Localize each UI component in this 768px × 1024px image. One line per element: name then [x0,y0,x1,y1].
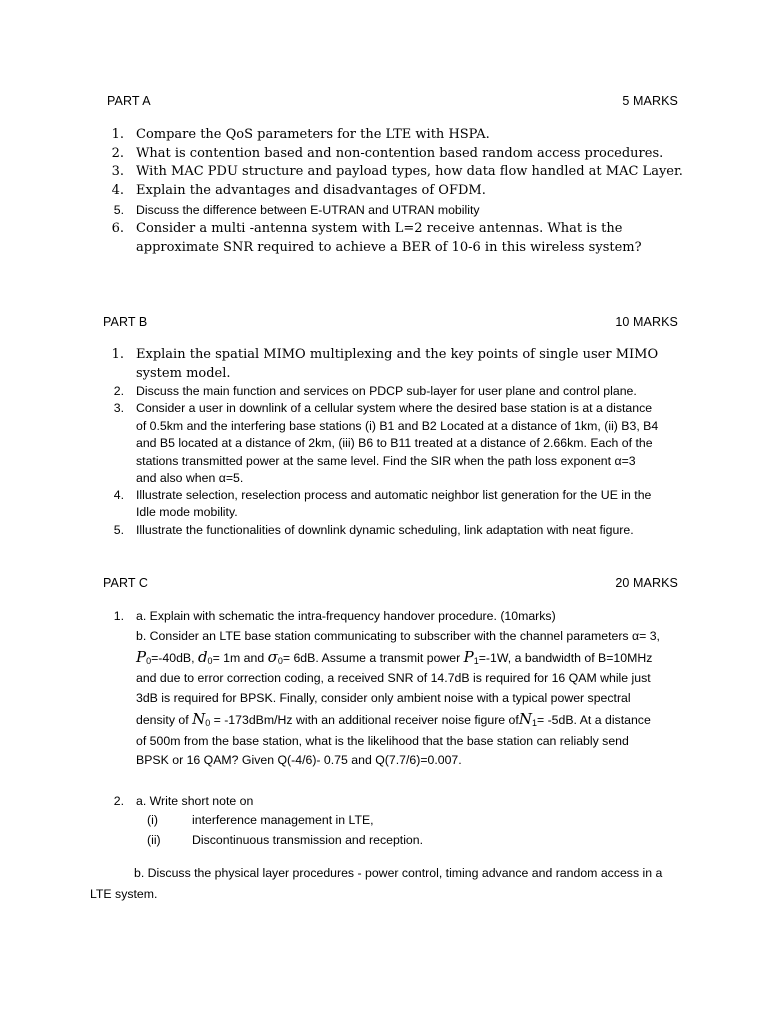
formula-text: = 1m and [212,651,268,665]
sub-item-number: (ii) [147,833,161,847]
question-text: Explain the spatial MIMO multiplexing and the key points of single user MIMO [136,347,659,362]
part-b-title: PART B [103,315,148,329]
symbol-n0: N [192,710,206,728]
sub-item-text: interference management in LTE, [192,813,374,827]
formula-text: = 6dB. Assume a transmit power [282,651,464,665]
question-number: 4. [111,183,124,198]
question-text: a. Explain with schematic the intra-frequency handover procedure. (10marks) [136,609,556,623]
question-number: 2. [111,146,124,161]
question-text: stations transmitted power at the same level. Find the SIR when the path loss exponent α=3 [136,454,636,468]
question-text: system model. [136,366,231,381]
question-number: 3. [111,164,124,179]
question-text: and due to error correction coding, a received SNR of 14.7dB is required for 16 QAM while just [136,671,651,685]
question-text: Illustrate the functionalities of downlink dynamic scheduling, link adaptation with neat figure. [136,523,634,537]
question-text-formula [136,648,652,666]
sub-item-number: (i) [147,813,158,827]
symbol-sigma0: σ [267,648,278,666]
question-number: 1. [113,609,124,623]
question-text: BPSK or 16 QAM? Given Q(-4/6)- 0.75 and Q(7.7/6)=0.007. [136,753,462,767]
question-text-formula [136,710,651,728]
symbol-p1: P [463,648,474,666]
question-text: b. Discuss the physical layer procedures - power control, timing advance and random access in a [134,866,663,880]
part-a-marks: 5 MARKS [622,94,678,108]
formula-text: density of [136,713,193,727]
question-text: b. Consider an LTE base station communicating to subscriber with the channel parameters α= 3, [136,629,660,643]
question-number: 2. [113,384,124,398]
question-number: 1. [111,347,124,362]
question-text: of 0.5km and the interfering base stations (i) B1 and B2 Located at a distance of 1km, (ii) B3, B4 [136,419,659,433]
subscript: 0 [146,656,152,666]
formula-text: = -173dBm/Hz with an additional receiver noise figure of [210,713,519,727]
question-text: With MAC PDU structure and payload types, how data flow handled at MAC Layer. [136,164,683,179]
question-text: a. Write short note on [136,794,254,808]
symbol-d0: d [197,648,208,666]
question-text: of 500m from the base station, what is the likelihood that the base station can reliably send [136,734,629,748]
formula-text: =-40dB, [151,651,198,665]
question-text: approximate SNR required to achieve a BER of 10-6 in this wireless system? [136,240,642,255]
subscript: 0 [207,656,213,666]
question-text: Discuss the difference between E-UTRAN and UTRAN mobility [136,203,480,217]
question-number: 6. [111,221,124,236]
part-b-marks: 10 MARKS [615,315,678,329]
question-text: Discuss the main function and services on PDCP sub-layer for user plane and control plane. [136,384,637,398]
question-number: 5. [113,523,124,537]
subscript: 0 [205,718,211,728]
question-number: 4. [113,488,124,502]
sub-item-text: Discontinuous transmission and reception. [192,833,424,847]
question-text: 3dB is required for BPSK. Finally, consider only ambient noise with a typical power spectral [136,691,631,705]
question-text: Compare the QoS parameters for the LTE with HSPA. [136,127,490,142]
part-c-title: PART C [103,576,149,590]
question-text: Idle mode mobility. [136,505,238,519]
question-text: Explain the advantages and disadvantages of OFDM. [136,183,486,198]
question-text: and B5 located at a distance of 2km, (iii) B6 to B11 treated at a distance of 2.66km. Each of the [136,436,653,450]
part-c-marks: 20 MARKS [615,576,678,590]
question-text: LTE system. [90,887,158,901]
question-text: What is contention based and non-contention based random access procedures. [136,146,664,161]
question-text: Consider a multi -antenna system with L=2 receive antennas. What is the [136,221,623,236]
question-number: 2. [113,794,124,808]
question-number: 1. [111,127,124,142]
question-number: 5. [113,203,124,217]
question-text: Consider a user in downlink of a cellular system where the desired base station is at a distance [136,401,653,415]
symbol-p0: P [136,648,147,666]
part-a-title: PART A [107,94,151,108]
question-text: and also when α=5. [136,471,244,485]
question-number: 3. [113,401,124,415]
subscript: 1 [473,656,479,666]
symbol-n1: N [518,710,532,728]
formula-text: = -5dB. At a distance [536,713,651,727]
formula-text: =-1W, a bandwidth of B=10MHz [478,651,653,665]
question-text: Illustrate selection, reselection process and automatic neighbor list generation for the UE in the [136,488,652,502]
subscript: 1 [531,718,537,728]
subscript: 0 [277,656,283,666]
